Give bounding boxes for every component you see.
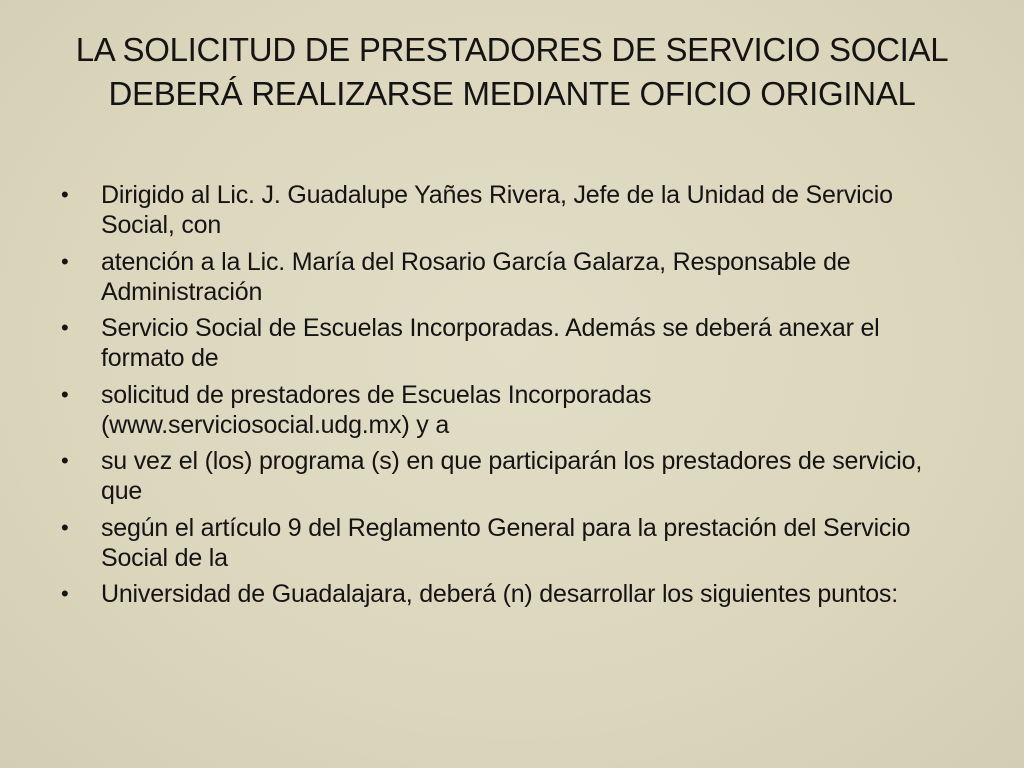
- bullet-icon: •: [61, 514, 69, 540]
- bullet-item-7: [58, 579, 958, 609]
- bullet-item-5: [58, 446, 958, 506]
- bullet-icon: •: [61, 448, 69, 473]
- bullet-item-6: [58, 513, 958, 573]
- bullet-text: según el artículo 9 del Reglamento General para la prestación del Servicio Social de la: [101, 513, 911, 572]
- slide-title: [40, 28, 984, 116]
- bullet-icon: •: [61, 581, 69, 606]
- bullet-text: solicitud de prestadores de Escuelas Incorporadas (www.serviciosocial.udg.mx) y a: [101, 380, 652, 439]
- bullet-text: su vez el (los) programa (s) en que participarán los prestadores de servicio, que: [101, 447, 923, 505]
- bullet-item-1: [58, 180, 958, 240]
- bullet-text: Servicio Social de Escuelas Incorporadas. Además se deberá anexar el formato de: [101, 314, 880, 372]
- bullet-icon: •: [61, 248, 69, 274]
- bullet-item-4: [58, 380, 958, 440]
- bullet-icon: •: [61, 315, 69, 340]
- bullet-icon: •: [61, 182, 69, 207]
- slide-title-line-2: DEBERÁ REALIZARSE MEDIANTE OFICIO ORIGINAL: [108, 75, 916, 112]
- bullet-text: Dirigido al Lic. J. Guadalupe Yañes Rivera, Jefe de la Unidad de Servicio Social, con: [101, 181, 893, 239]
- bullet-item-2: [58, 247, 958, 307]
- bullet-icon: •: [61, 381, 69, 407]
- bullet-text: atención a la Lic. María del Rosario García Galarza, Responsable de Administración: [101, 247, 851, 306]
- bullet-text: Universidad de Guadalajara, deberá (n) desarrollar los siguientes puntos:: [101, 580, 898, 608]
- slide-title-line-1: LA SOLICITUD DE PRESTADORES DE SERVICIO SOCIAL: [75, 31, 949, 68]
- bullet-list: [58, 180, 958, 616]
- bullet-item-3: [58, 313, 958, 373]
